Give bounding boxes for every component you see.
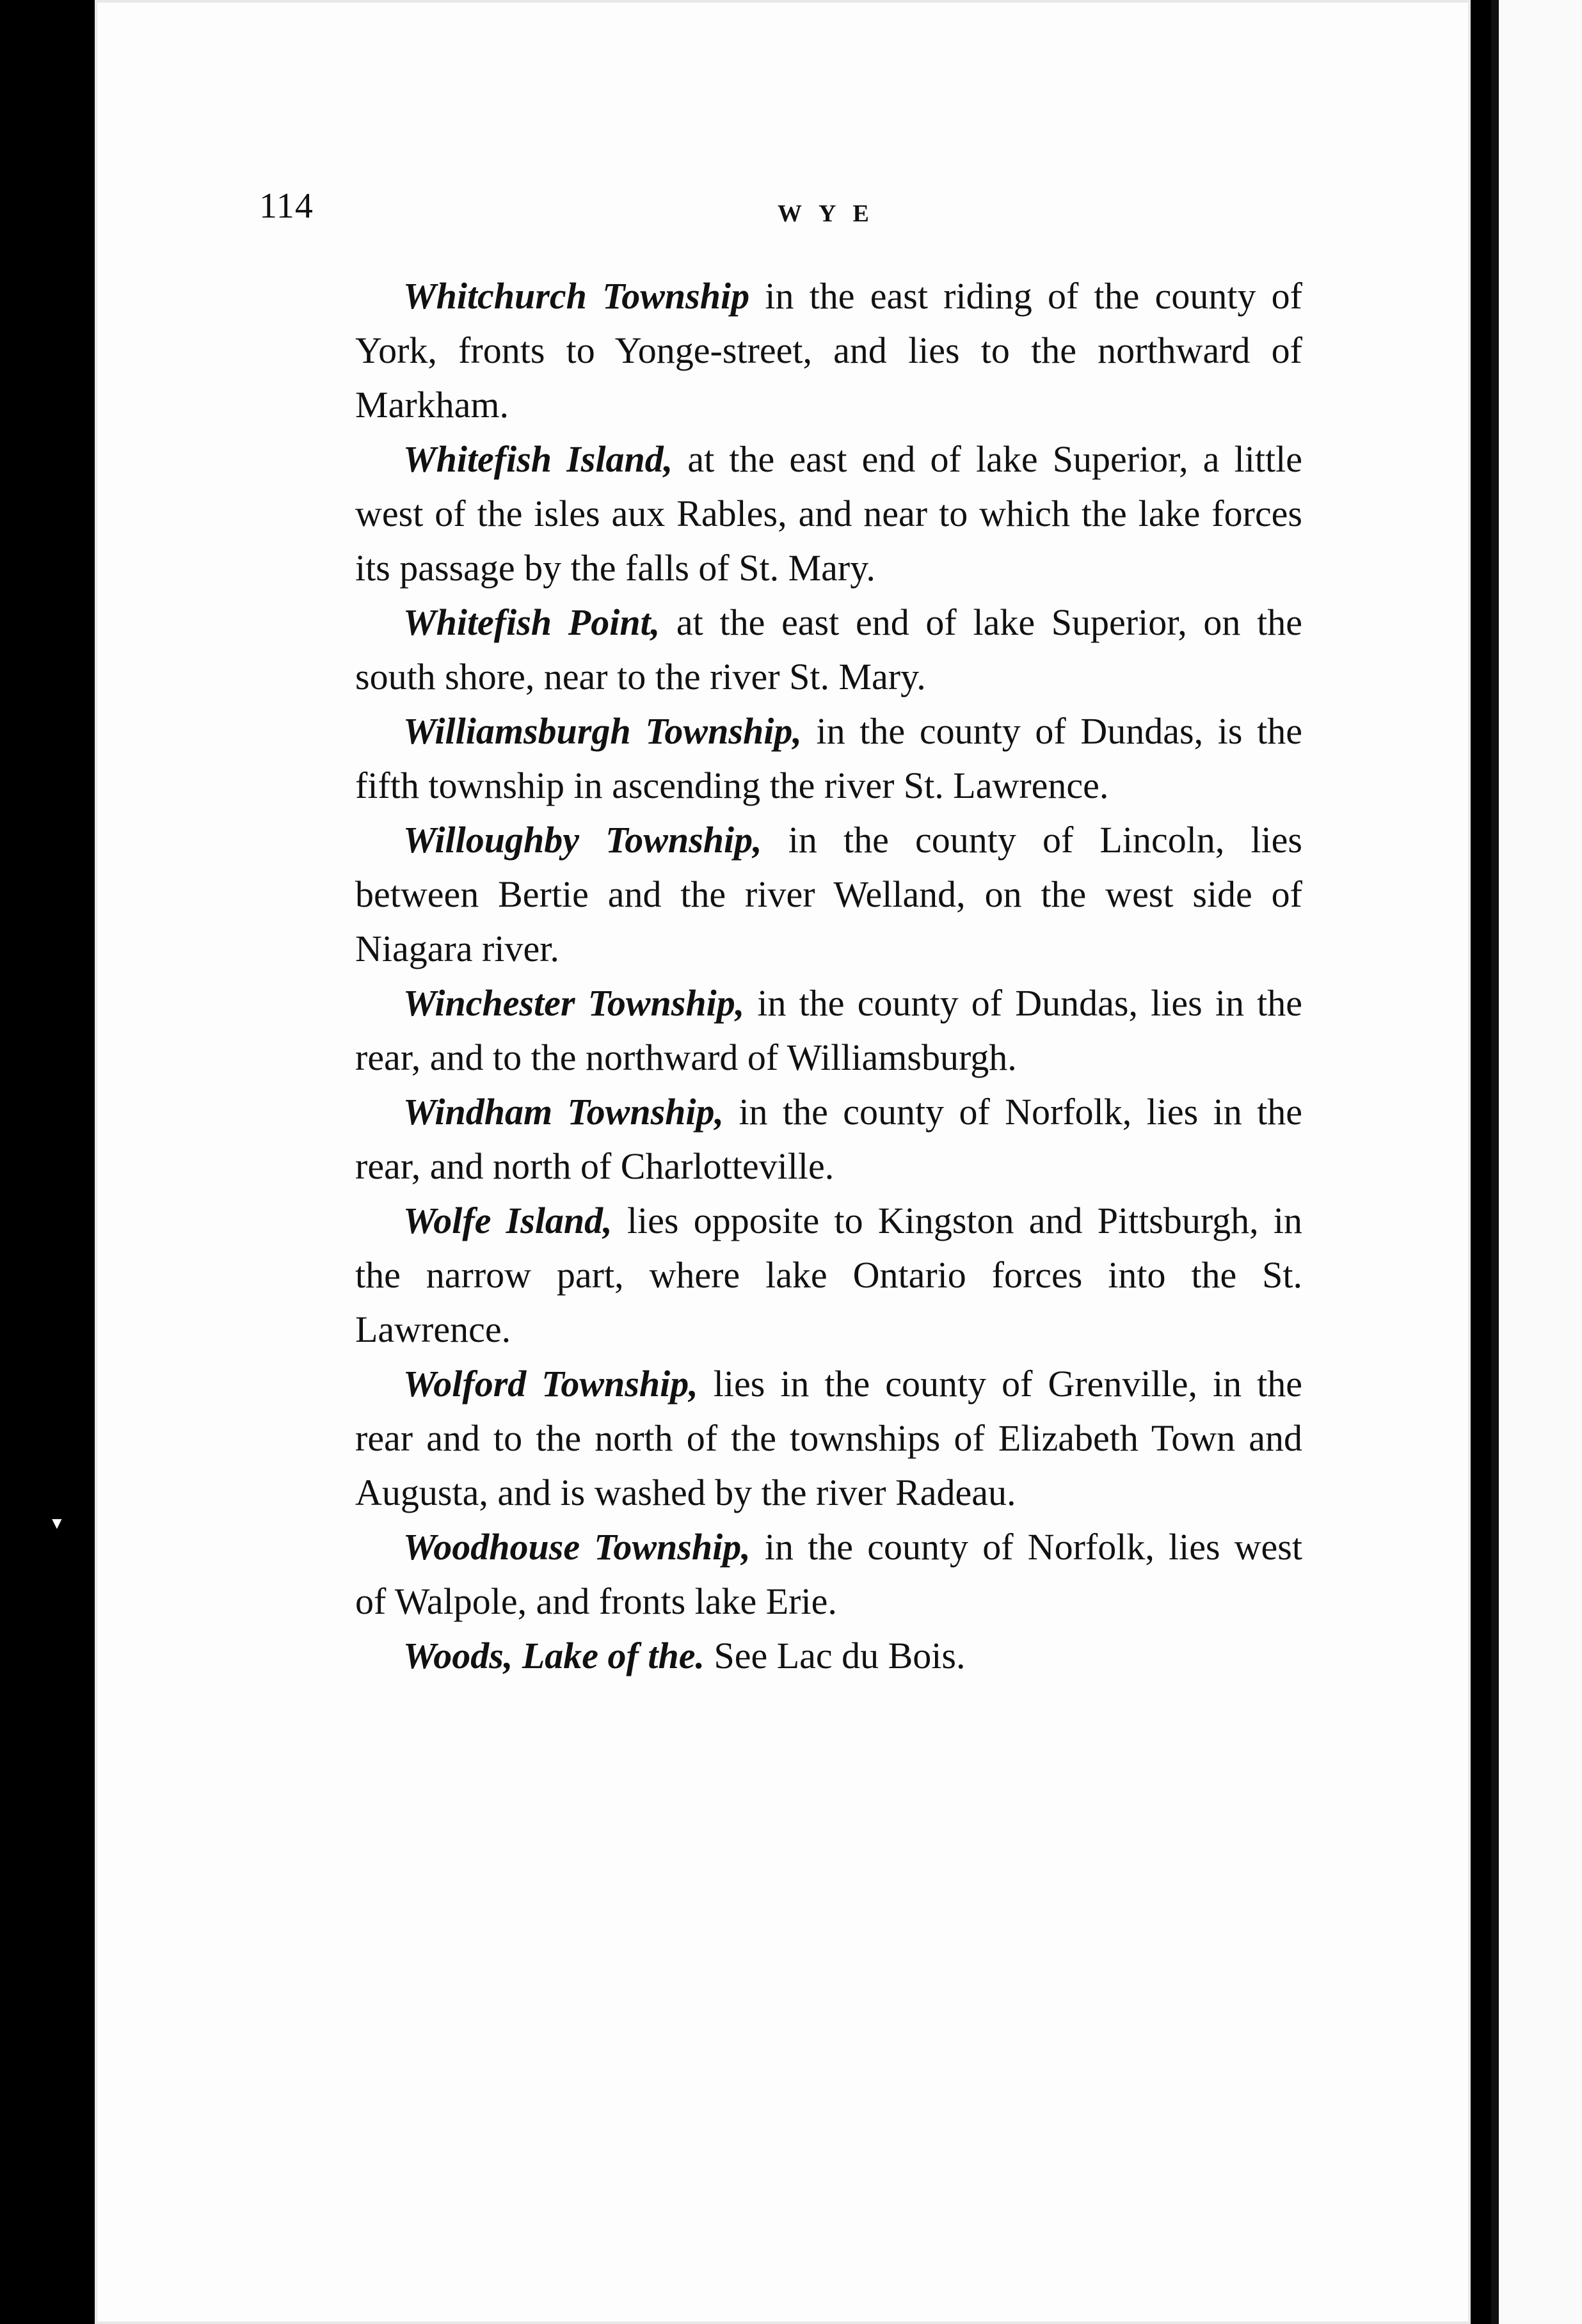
entry-woods-lake bbox=[355, 1628, 1302, 1683]
entries-list bbox=[355, 269, 1302, 1683]
page-header bbox=[259, 186, 1315, 237]
entry-wolfe-island bbox=[355, 1193, 1302, 1357]
entry-term: Willoughby Township, bbox=[403, 819, 762, 861]
entry-whitchurch bbox=[355, 269, 1302, 432]
entry-term: Williamsburgh Township, bbox=[403, 710, 802, 752]
entry-text: in the county of Dundas, lies in the rear, and to the northward of Williamsburgh. bbox=[355, 982, 1302, 1078]
entry-text: in the east riding of the county of York, fronts to Yonge-street, and lies to the northward of Markham. bbox=[355, 275, 1303, 426]
page-number: 114 bbox=[259, 186, 314, 226]
entry-whitefish-point bbox=[355, 595, 1302, 704]
entry-winchester bbox=[355, 976, 1302, 1085]
entry-woodhouse bbox=[355, 1520, 1302, 1628]
entry-term: Whitchurch Township bbox=[403, 275, 750, 317]
entry-term: Woods, Lake of the. bbox=[403, 1635, 705, 1676]
entry-term: Woodhouse Township, bbox=[403, 1526, 751, 1568]
entry-text: lies in the county of Grenville, in the rear and to the north of the townships of Elizabeth Town and Augusta, and is washed by the river Radeau. bbox=[355, 1363, 1302, 1513]
entry-term: Wolfe Island, bbox=[403, 1200, 612, 1241]
gutter-shadow bbox=[1491, 0, 1499, 2324]
margin-mark: ▼ bbox=[49, 1514, 65, 1532]
entry-wolford bbox=[355, 1357, 1302, 1520]
entry-text: in the county of Lincoln, lies between Bertie and the river Welland, on the west side of Niagara river. bbox=[355, 819, 1302, 969]
entry-whitefish-island bbox=[355, 432, 1302, 595]
entry-term: Winchester Township, bbox=[403, 982, 745, 1024]
entry-text: lies opposite to Kingston and Pittsburgh, in the narrow part, where lake Ontario forces into the St. Lawrence. bbox=[355, 1200, 1302, 1350]
facing-page-edge bbox=[1491, 0, 1582, 2324]
entry-term: Whitefish Point, bbox=[403, 601, 660, 643]
entry-text: See Lac du Bois. bbox=[704, 1635, 966, 1676]
entry-term: Windham Township, bbox=[403, 1091, 724, 1133]
entry-text: at the east end of lake Superior, a little west of the isles aux Rables, and near to which the lake forces its passage by the falls of St. Mary. bbox=[355, 438, 1302, 589]
entry-willoughby bbox=[355, 813, 1302, 976]
entry-williamsburgh bbox=[355, 704, 1302, 813]
entry-text: in the county of Norfolk, lies west of Walpole, and fronts lake Erie. bbox=[355, 1526, 1302, 1622]
entry-term: Whitefish Island, bbox=[403, 438, 673, 480]
entry-windham bbox=[355, 1085, 1302, 1193]
entry-term: Wolford Township, bbox=[403, 1363, 698, 1405]
entry-text: in the county of Dundas, is the fifth township in ascending the river St. Lawrence. bbox=[355, 710, 1302, 806]
entry-text: at the east end of lake Superior, on the south shore, near to the river St. Mary. bbox=[355, 601, 1302, 697]
entry-text: in the county of Norfolk, lies in the rear, and north of Charlotteville. bbox=[355, 1091, 1302, 1187]
running-head: WYE bbox=[778, 200, 886, 227]
